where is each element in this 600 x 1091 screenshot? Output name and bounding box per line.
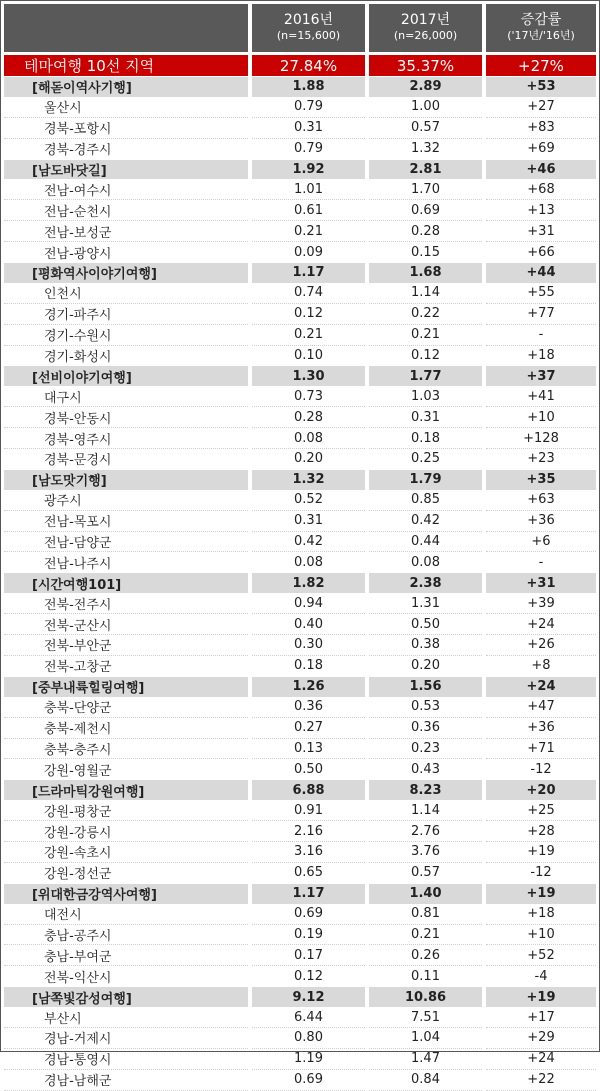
- value-2017: 0.26: [369, 945, 482, 966]
- region-name: 대구시: [4, 386, 248, 406]
- value-2016: 0.27: [252, 717, 365, 738]
- value-2016: 3.16: [252, 841, 365, 862]
- group-2016: 1.17: [252, 883, 365, 903]
- region-name: 충남-공주시: [4, 924, 248, 945]
- table-row: [4, 428, 596, 449]
- group-row: [4, 987, 596, 1007]
- group-2017: 1.68: [369, 263, 482, 283]
- value-2016: 0.21: [252, 324, 365, 345]
- header-change: [486, 4, 596, 52]
- value-2016: 0.42: [252, 531, 365, 552]
- value-change: +25: [486, 800, 596, 820]
- table-row: [4, 345, 596, 366]
- group-2017: 2.89: [369, 77, 482, 97]
- region-name: 전북-군산시: [4, 614, 248, 635]
- value-change: +24: [486, 614, 596, 635]
- value-2017: 0.81: [369, 904, 482, 924]
- value-change: +17: [486, 1007, 596, 1027]
- value-change: +39: [486, 593, 596, 613]
- value-2016: 0.73: [252, 386, 365, 406]
- region-name: 전남-목포시: [4, 510, 248, 531]
- header-2017: [369, 4, 482, 52]
- group-name: [시간여행101]: [4, 573, 248, 593]
- value-2016: 0.61: [252, 200, 365, 221]
- value-change: +71: [486, 738, 596, 759]
- value-2017: 1.00: [369, 97, 482, 117]
- value-2017: 0.50: [369, 614, 482, 635]
- region-name: 강원-평창군: [4, 800, 248, 820]
- group-2017: 1.40: [369, 883, 482, 903]
- value-2016: 0.50: [252, 759, 365, 780]
- region-name: 전남-담양군: [4, 531, 248, 552]
- value-change: +83: [486, 117, 596, 138]
- table-row: [4, 179, 596, 199]
- summary-2016: 27.84%: [252, 55, 365, 77]
- table-row: [4, 862, 596, 883]
- value-2016: 0.80: [252, 1027, 365, 1048]
- group-row: [4, 366, 596, 386]
- value-2016: 0.28: [252, 407, 365, 428]
- header-corner: [4, 4, 248, 52]
- value-2017: 1.47: [369, 1048, 482, 1069]
- region-name: 경기-화성시: [4, 345, 248, 366]
- group-2016: 9.12: [252, 987, 365, 1007]
- group-name: [중부내륙힐링여행]: [4, 676, 248, 696]
- group-2017: 1.56: [369, 676, 482, 696]
- value-2016: 0.52: [252, 490, 365, 510]
- table-row: [4, 200, 596, 221]
- region-name: 울산시: [4, 97, 248, 117]
- table-row: [4, 221, 596, 242]
- value-2016: 0.12: [252, 966, 365, 987]
- value-2016: 0.36: [252, 697, 365, 717]
- table-row: [4, 800, 596, 820]
- region-name: 경북-문경시: [4, 449, 248, 470]
- value-2016: 0.74: [252, 283, 365, 303]
- value-change: +18: [486, 345, 596, 366]
- table-row: [4, 138, 596, 159]
- group-2016: 1.32: [252, 469, 365, 489]
- region-name: 충남-부여군: [4, 945, 248, 966]
- value-2017: 0.36: [369, 717, 482, 738]
- group-change: +31: [486, 573, 596, 593]
- group-2017: 2.81: [369, 159, 482, 179]
- region-name: 대전시: [4, 904, 248, 924]
- value-2017: 0.18: [369, 428, 482, 449]
- region-name: 강원-속초시: [4, 841, 248, 862]
- table-row: [4, 552, 596, 573]
- value-2016: 1.01: [252, 179, 365, 199]
- table-row: [4, 531, 596, 552]
- table-row: [4, 904, 596, 924]
- value-2017: 0.11: [369, 966, 482, 987]
- region-name: 경기-수원시: [4, 324, 248, 345]
- value-2017: 0.21: [369, 924, 482, 945]
- region-name: 부산시: [4, 1007, 248, 1027]
- value-2016: 2.16: [252, 821, 365, 842]
- table-row: [4, 303, 596, 324]
- value-2016: 0.12: [252, 303, 365, 324]
- value-change: +28: [486, 821, 596, 842]
- value-change: +55: [486, 283, 596, 303]
- value-change: +36: [486, 717, 596, 738]
- value-change: -12: [486, 759, 596, 780]
- group-row: [4, 263, 596, 283]
- group-change: +44: [486, 263, 596, 283]
- group-change: +20: [486, 780, 596, 800]
- value-2016: 0.79: [252, 97, 365, 117]
- region-name: 경남-남해군: [4, 1069, 248, 1090]
- value-change: +23: [486, 449, 596, 470]
- region-name: 경기-파주시: [4, 303, 248, 324]
- group-name: [위대한금강역사여행]: [4, 883, 248, 903]
- value-2017: 3.76: [369, 841, 482, 862]
- region-name: 충북-충주시: [4, 738, 248, 759]
- value-change: +10: [486, 924, 596, 945]
- region-name: 경북-경주시: [4, 138, 248, 159]
- value-2017: 0.25: [369, 449, 482, 470]
- group-2016: 1.17: [252, 263, 365, 283]
- value-2017: 0.31: [369, 407, 482, 428]
- value-change: +18: [486, 904, 596, 924]
- summary-row: [4, 55, 596, 77]
- region-name: 전남-나주시: [4, 552, 248, 573]
- value-2016: 0.13: [252, 738, 365, 759]
- group-row: [4, 77, 596, 97]
- value-2017: 0.23: [369, 738, 482, 759]
- table-row: [4, 1069, 596, 1090]
- group-row: [4, 780, 596, 800]
- group-change: +19: [486, 987, 596, 1007]
- table-row: [4, 117, 596, 138]
- value-change: -12: [486, 862, 596, 883]
- table-row: [4, 635, 596, 656]
- region-name: 광주시: [4, 490, 248, 510]
- group-2017: 1.77: [369, 366, 482, 386]
- header-row: [4, 4, 596, 52]
- value-2017: 7.51: [369, 1007, 482, 1027]
- region-name: 충북-단양군: [4, 697, 248, 717]
- header-2016-title: 2016년: [283, 12, 334, 28]
- value-2016: 0.20: [252, 449, 365, 470]
- table-row: [4, 324, 596, 345]
- value-change: +8: [486, 655, 596, 676]
- region-name: 강원-정선군: [4, 862, 248, 883]
- value-2017: 0.44: [369, 531, 482, 552]
- value-change: +19: [486, 841, 596, 862]
- region-name: 인천시: [4, 283, 248, 303]
- value-change: +22: [486, 1069, 596, 1090]
- value-2017: 1.04: [369, 1027, 482, 1048]
- group-row: [4, 573, 596, 593]
- value-change: +13: [486, 200, 596, 221]
- table-row: [4, 738, 596, 759]
- group-change: +24: [486, 676, 596, 696]
- table-row: [4, 717, 596, 738]
- group-2016: 1.30: [252, 366, 365, 386]
- value-2017: 0.85: [369, 490, 482, 510]
- group-2016: 1.82: [252, 573, 365, 593]
- value-2016: 0.10: [252, 345, 365, 366]
- value-2016: 0.69: [252, 1069, 365, 1090]
- value-change: +26: [486, 635, 596, 656]
- value-2016: 0.17: [252, 945, 365, 966]
- value-2017: 0.53: [369, 697, 482, 717]
- table-row: [4, 593, 596, 613]
- group-2017: 10.86: [369, 987, 482, 1007]
- value-change: +77: [486, 303, 596, 324]
- table-row: [4, 966, 596, 987]
- region-name: 전북-익산시: [4, 966, 248, 987]
- value-2017: 0.84: [369, 1069, 482, 1090]
- value-2017: 0.15: [369, 242, 482, 263]
- table-row: [4, 759, 596, 780]
- group-2016: 6.88: [252, 780, 365, 800]
- value-2016: 1.19: [252, 1048, 365, 1069]
- table-row: [4, 697, 596, 717]
- value-change: +52: [486, 945, 596, 966]
- group-2016: 1.88: [252, 77, 365, 97]
- table-row: [4, 490, 596, 510]
- value-2017: 0.42: [369, 510, 482, 531]
- table-row: [4, 407, 596, 428]
- group-change: +19: [486, 883, 596, 903]
- value-2017: 1.14: [369, 283, 482, 303]
- value-2017: 0.08: [369, 552, 482, 573]
- value-change: +29: [486, 1027, 596, 1048]
- group-name: [남도맛기행]: [4, 469, 248, 489]
- data-table: [4, 4, 596, 1091]
- value-change: +128: [486, 428, 596, 449]
- value-2017: 0.21: [369, 324, 482, 345]
- group-2017: 2.38: [369, 573, 482, 593]
- group-change: +37: [486, 366, 596, 386]
- group-row: [4, 676, 596, 696]
- value-2017: 1.14: [369, 800, 482, 820]
- value-change: -4: [486, 966, 596, 987]
- region-name: 경남-통영시: [4, 1048, 248, 1069]
- summary-label: 테마여행 10선 지역: [4, 55, 248, 77]
- value-2016: 0.69: [252, 904, 365, 924]
- table-row: [4, 924, 596, 945]
- value-2017: 0.43: [369, 759, 482, 780]
- value-2017: 0.57: [369, 862, 482, 883]
- region-name: 전북-고창군: [4, 655, 248, 676]
- group-name: [남도바닷길]: [4, 159, 248, 179]
- value-2016: 0.40: [252, 614, 365, 635]
- group-change: +53: [486, 77, 596, 97]
- value-change: +24: [486, 1048, 596, 1069]
- table-row: [4, 841, 596, 862]
- region-name: 전남-순천시: [4, 200, 248, 221]
- value-2017: 1.03: [369, 386, 482, 406]
- region-name: 전북-부안군: [4, 635, 248, 656]
- summary-change: +27%: [486, 55, 596, 77]
- group-name: [평화역사이야기여행]: [4, 263, 248, 283]
- value-change: +66: [486, 242, 596, 263]
- region-name: 충북-제천시: [4, 717, 248, 738]
- region-name: 강원-영월군: [4, 759, 248, 780]
- value-2017: 0.28: [369, 221, 482, 242]
- value-2017: 0.69: [369, 200, 482, 221]
- region-name: 경북-안동시: [4, 407, 248, 428]
- header-2016-sub: (n=15,600): [276, 29, 341, 42]
- region-name: 전북-전주시: [4, 593, 248, 613]
- value-2016: 0.21: [252, 221, 365, 242]
- table-row: [4, 283, 596, 303]
- value-change: -: [486, 324, 596, 345]
- header-2017-sub: (n=26,000): [393, 29, 458, 42]
- header-2017-title: 2017년: [400, 12, 451, 28]
- value-2016: 0.30: [252, 635, 365, 656]
- value-2016: 0.91: [252, 800, 365, 820]
- table-row: [4, 945, 596, 966]
- value-2016: 6.44: [252, 1007, 365, 1027]
- group-row: [4, 469, 596, 489]
- group-name: [선비이야기여행]: [4, 366, 248, 386]
- table-row: [4, 97, 596, 117]
- table-row: [4, 655, 596, 676]
- value-2017: 1.32: [369, 138, 482, 159]
- group-change: +46: [486, 159, 596, 179]
- value-2016: 0.08: [252, 428, 365, 449]
- region-name: 경남-거제시: [4, 1027, 248, 1048]
- group-change: +35: [486, 469, 596, 489]
- region-name: 전남-보성군: [4, 221, 248, 242]
- value-2016: 0.09: [252, 242, 365, 263]
- group-2016: 1.26: [252, 676, 365, 696]
- value-change: +69: [486, 138, 596, 159]
- value-2017: 2.76: [369, 821, 482, 842]
- value-2016: 0.19: [252, 924, 365, 945]
- group-2016: 1.92: [252, 159, 365, 179]
- header-2016: [252, 4, 365, 52]
- value-2016: 0.31: [252, 117, 365, 138]
- table-row: [4, 1007, 596, 1027]
- value-change: +47: [486, 697, 596, 717]
- group-name: [드라마틱강원여행]: [4, 780, 248, 800]
- header-change-sub: ('17년/'16년): [507, 29, 575, 42]
- value-2016: 0.08: [252, 552, 365, 573]
- value-2017: 0.38: [369, 635, 482, 656]
- value-2016: 0.94: [252, 593, 365, 613]
- table-row: [4, 614, 596, 635]
- value-2016: 0.31: [252, 510, 365, 531]
- group-2017: 1.79: [369, 469, 482, 489]
- value-change: +6: [486, 531, 596, 552]
- value-change: +68: [486, 179, 596, 199]
- value-2016: 0.65: [252, 862, 365, 883]
- region-name: 경북-포항시: [4, 117, 248, 138]
- group-2017: 8.23: [369, 780, 482, 800]
- region-name: 경북-영주시: [4, 428, 248, 449]
- value-change: -: [486, 552, 596, 573]
- table-row: [4, 1027, 596, 1048]
- header-change-title: 증감률: [520, 12, 562, 28]
- region-name: 강원-강릉시: [4, 821, 248, 842]
- value-2017: 0.12: [369, 345, 482, 366]
- region-name: 전남-여수시: [4, 179, 248, 199]
- group-row: [4, 159, 596, 179]
- table-row: [4, 821, 596, 842]
- value-change: +10: [486, 407, 596, 428]
- value-change: +41: [486, 386, 596, 406]
- value-2016: 0.79: [252, 138, 365, 159]
- value-change: +63: [486, 490, 596, 510]
- value-2017: 1.70: [369, 179, 482, 199]
- value-2017: 0.20: [369, 655, 482, 676]
- table-row: [4, 386, 596, 406]
- value-change: +27: [486, 97, 596, 117]
- value-2017: 1.31: [369, 593, 482, 613]
- value-change: +31: [486, 221, 596, 242]
- group-row: [4, 883, 596, 903]
- value-2017: 0.22: [369, 303, 482, 324]
- group-name: [남쪽빛감성여행]: [4, 987, 248, 1007]
- table-row: [4, 449, 596, 470]
- region-name: 전남-광양시: [4, 242, 248, 263]
- group-name: [해돋이역사기행]: [4, 77, 248, 97]
- value-2016: 0.18: [252, 655, 365, 676]
- value-change: +36: [486, 510, 596, 531]
- table-row: [4, 510, 596, 531]
- summary-2017: 35.37%: [369, 55, 482, 77]
- value-2017: 0.57: [369, 117, 482, 138]
- table-row: [4, 1048, 596, 1069]
- table-row: [4, 242, 596, 263]
